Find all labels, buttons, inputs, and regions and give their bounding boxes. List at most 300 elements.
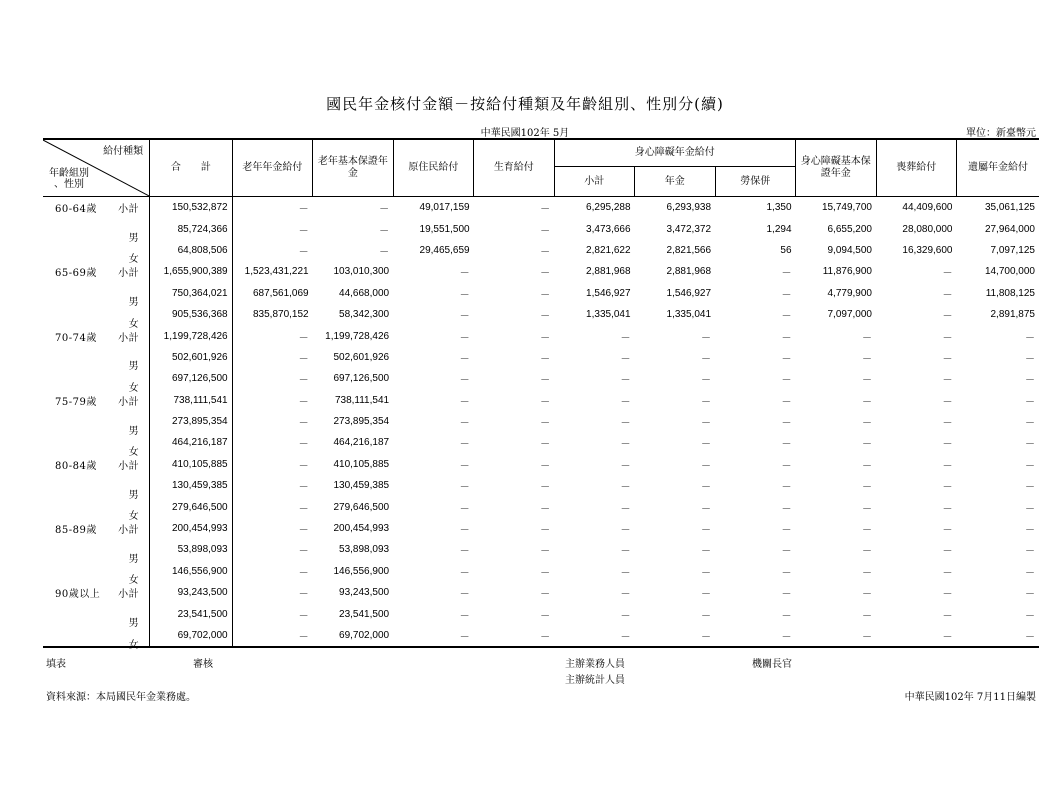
table-cell: 35,061,125 bbox=[984, 202, 1035, 214]
table-cell: － bbox=[701, 610, 712, 622]
table-cell: 9,094,500 bbox=[827, 244, 872, 256]
table-cell: － bbox=[620, 482, 631, 494]
table-cell: － bbox=[781, 632, 792, 643]
table-cell: － bbox=[1025, 589, 1035, 601]
age-group-label: 70-74歲 bbox=[55, 332, 97, 344]
row-label bbox=[43, 496, 150, 523]
table-cell: 905,536,368 bbox=[150, 304, 232, 325]
table-cell: － bbox=[459, 567, 470, 579]
table-cell: 279,646,500 bbox=[333, 501, 390, 513]
table-cell: － bbox=[1025, 503, 1035, 515]
table-cell: － bbox=[1025, 525, 1035, 537]
table-cell: 2,821,622 bbox=[586, 244, 631, 256]
footer-tabulator: 填表 bbox=[46, 659, 66, 670]
table-cell: － bbox=[701, 418, 712, 430]
table-cell: － bbox=[298, 589, 309, 601]
sex-label: 男 bbox=[128, 553, 140, 565]
table-cell: － bbox=[942, 353, 953, 365]
table-cell: 410,105,885 bbox=[150, 454, 232, 475]
row-label bbox=[43, 368, 150, 394]
table-row bbox=[43, 368, 1039, 389]
table-cell: 11,808,125 bbox=[985, 287, 1035, 299]
table-cell: － bbox=[862, 460, 872, 472]
col-header-funeral: 喪葬給付 bbox=[876, 139, 956, 197]
table-cell: 53,898,093 bbox=[150, 539, 232, 560]
table-cell: － bbox=[701, 439, 712, 451]
table-cell: － bbox=[459, 525, 470, 537]
table-cell: － bbox=[620, 589, 631, 601]
row-label bbox=[43, 411, 150, 437]
table-cell: 1,655,900,389 bbox=[150, 261, 232, 282]
age-group-label: 80-84歲 bbox=[55, 460, 97, 472]
col-header-disability-pension: 年金 bbox=[635, 167, 715, 197]
table-cell: － bbox=[540, 375, 551, 387]
table-cell: － bbox=[862, 418, 872, 430]
table-cell: － bbox=[298, 353, 309, 365]
table-cell: 2,891,875 bbox=[990, 309, 1035, 321]
table-cell: 1,350 bbox=[766, 202, 792, 214]
table-cell: － bbox=[1025, 396, 1035, 408]
row-label bbox=[43, 475, 150, 501]
table-cell: 2,881,968 bbox=[666, 266, 712, 278]
table-cell: － bbox=[620, 375, 631, 387]
table-cell: － bbox=[620, 332, 631, 344]
table-cell: － bbox=[781, 589, 792, 601]
table-cell: － bbox=[781, 353, 792, 365]
row-label bbox=[43, 454, 150, 475]
table-cell: － bbox=[701, 396, 712, 408]
header-corner bbox=[43, 139, 150, 197]
table-cell: － bbox=[459, 632, 470, 643]
table-cell: 29,465,659 bbox=[419, 244, 470, 256]
table-row bbox=[43, 218, 1039, 239]
table-cell: － bbox=[379, 225, 390, 237]
table-cell: － bbox=[620, 610, 631, 622]
sex-label: 小計 bbox=[118, 460, 140, 472]
currency-unit: 單位：新臺幣元 bbox=[966, 128, 1036, 139]
age-group-label: 60-64歲 bbox=[55, 204, 97, 216]
sex-label: 女 bbox=[128, 575, 140, 587]
sex-label: 男 bbox=[128, 618, 140, 630]
table-cell: － bbox=[459, 418, 470, 430]
sex-label: 小計 bbox=[118, 525, 140, 537]
col-header-disability-group: 身心障礙年金給付 bbox=[554, 139, 795, 167]
table-cell: － bbox=[701, 460, 712, 472]
table-cell: － bbox=[459, 332, 470, 344]
table-cell: － bbox=[1025, 332, 1035, 344]
footer-reviewer: 審核 bbox=[193, 659, 213, 670]
table-cell: － bbox=[862, 396, 872, 408]
table-cell: － bbox=[459, 460, 470, 472]
table-cell: － bbox=[540, 225, 551, 237]
table-cell: 93,243,500 bbox=[150, 582, 232, 603]
row-label bbox=[43, 603, 150, 630]
row-label bbox=[43, 539, 150, 565]
table-cell: 6,293,938 bbox=[666, 202, 712, 214]
table-cell: － bbox=[781, 439, 792, 451]
table-cell: 2,821,566 bbox=[666, 244, 712, 256]
table-cell: － bbox=[1025, 632, 1035, 643]
table-cell: － bbox=[862, 353, 872, 365]
table-cell: － bbox=[942, 268, 953, 280]
table-cell: － bbox=[701, 503, 712, 515]
table-cell: － bbox=[942, 375, 953, 387]
col-header-aboriginal: 原住民給付 bbox=[393, 139, 473, 197]
table-cell: 15,749,700 bbox=[821, 202, 872, 214]
table-cell: － bbox=[781, 375, 792, 387]
table-cell: － bbox=[942, 332, 953, 344]
table-cell: 3,472,372 bbox=[666, 223, 712, 235]
table-cell: 44,668,000 bbox=[339, 287, 390, 299]
table-cell: － bbox=[540, 482, 551, 494]
report-period: 中華民國102年 5月 bbox=[480, 128, 570, 139]
table-cell: － bbox=[942, 589, 953, 601]
table-cell: 1,546,927 bbox=[666, 287, 712, 299]
table-row bbox=[43, 347, 1039, 368]
table-cell: 464,216,187 bbox=[150, 432, 232, 453]
table-cell: － bbox=[701, 525, 712, 537]
table-cell: 6,295,288 bbox=[586, 202, 631, 214]
footer-business-officer: 主辦業務人員 bbox=[565, 659, 625, 670]
table-cell: － bbox=[862, 589, 872, 601]
table-cell: 687,561,069 bbox=[252, 287, 309, 299]
corner-label-age-sex bbox=[49, 168, 89, 190]
table-row bbox=[43, 518, 1039, 539]
table-cell: － bbox=[459, 396, 470, 408]
table-cell: － bbox=[942, 396, 953, 408]
table-cell: － bbox=[620, 353, 631, 365]
table-cell: － bbox=[540, 418, 551, 430]
table-cell: 464,216,187 bbox=[333, 437, 390, 449]
table-cell: － bbox=[459, 375, 470, 387]
col-header-disability-basic: 身心障礙基本保證年金 bbox=[796, 139, 876, 197]
table-cell: 835,870,152 bbox=[252, 309, 309, 321]
table-row bbox=[43, 304, 1039, 325]
table-cell: － bbox=[781, 610, 792, 622]
table-cell: 27,964,000 bbox=[984, 223, 1035, 235]
table-cell: 273,895,354 bbox=[333, 416, 390, 428]
col-header-total: 合 計 bbox=[150, 139, 232, 197]
table-cell: － bbox=[942, 525, 953, 537]
table-cell: 28,080,000 bbox=[902, 223, 953, 235]
table-cell: 23,541,500 bbox=[150, 603, 232, 624]
table-cell: － bbox=[540, 396, 551, 408]
table-cell: 738,111,541 bbox=[150, 390, 232, 411]
corner-label-age: 年齡組別 bbox=[49, 168, 89, 179]
sex-label: 女 bbox=[128, 446, 140, 458]
table-cell: 738,111,541 bbox=[334, 394, 390, 406]
col-header-disability-subtotal: 小計 bbox=[554, 167, 634, 197]
table-row bbox=[43, 411, 1039, 432]
table-cell: － bbox=[540, 525, 551, 537]
table-cell: － bbox=[781, 482, 792, 494]
table-cell: － bbox=[298, 332, 309, 344]
table-cell: 146,556,900 bbox=[150, 561, 232, 582]
table-row bbox=[43, 197, 1039, 219]
table-cell: － bbox=[298, 525, 309, 537]
table-cell: － bbox=[1025, 482, 1035, 494]
table-row bbox=[43, 603, 1039, 624]
table-cell: － bbox=[701, 632, 712, 643]
table-cell: － bbox=[298, 610, 309, 622]
table-cell: － bbox=[459, 353, 470, 365]
table-cell: － bbox=[298, 418, 309, 430]
table-cell: － bbox=[459, 589, 470, 601]
sex-label: 女 bbox=[128, 254, 140, 266]
row-label bbox=[43, 432, 150, 458]
row-label bbox=[43, 261, 150, 282]
table-cell: － bbox=[942, 311, 953, 323]
table-cell: 697,126,500 bbox=[333, 373, 390, 385]
table-cell: 502,601,926 bbox=[150, 347, 232, 368]
table-cell: － bbox=[942, 482, 953, 494]
table-cell: － bbox=[298, 546, 309, 558]
table-cell: 1,199,728,426 bbox=[325, 330, 390, 342]
table-cell: － bbox=[862, 567, 872, 579]
footer-compiled-date: 中華民國102年 7月11日編製 bbox=[904, 692, 1036, 703]
table-row bbox=[43, 496, 1039, 517]
table-cell: － bbox=[781, 268, 792, 280]
table-cell: － bbox=[862, 375, 872, 387]
table-row bbox=[43, 325, 1039, 346]
table-cell: － bbox=[298, 225, 309, 237]
table-cell: 1,199,728,426 bbox=[150, 325, 232, 346]
table-cell: － bbox=[540, 589, 551, 601]
table-cell: 44,409,600 bbox=[902, 202, 953, 214]
table-cell: － bbox=[862, 525, 872, 537]
table-cell: － bbox=[942, 503, 953, 515]
table-cell: 6,655,200 bbox=[827, 223, 872, 235]
table-cell: 4,779,900 bbox=[827, 287, 872, 299]
table-cell: － bbox=[459, 439, 470, 451]
table-cell: 19,551,500 bbox=[419, 223, 470, 235]
age-group-label: 65-69歲 bbox=[55, 268, 97, 280]
table-cell: － bbox=[459, 482, 470, 494]
table-cell: 750,364,021 bbox=[150, 283, 232, 304]
sex-label: 女 bbox=[128, 318, 140, 330]
table-cell: 7,097,000 bbox=[827, 309, 872, 321]
table-cell: 1,335,041 bbox=[586, 309, 631, 321]
table-cell: 69,702,000 bbox=[150, 625, 232, 647]
table-cell: － bbox=[862, 610, 872, 622]
table-cell: － bbox=[781, 332, 792, 344]
table-cell: － bbox=[942, 610, 953, 622]
table-cell: － bbox=[781, 567, 792, 579]
footer-source: 資料來源：本局國民年金業務處。 bbox=[46, 692, 196, 703]
row-label bbox=[43, 283, 150, 309]
row-label bbox=[43, 561, 150, 587]
table-cell: － bbox=[540, 632, 551, 643]
table-cell: 64,808,506 bbox=[150, 240, 232, 261]
table-cell: － bbox=[781, 311, 792, 323]
table-cell: － bbox=[781, 460, 792, 472]
row-label bbox=[43, 582, 150, 603]
table-cell: 69,702,000 bbox=[339, 630, 390, 641]
col-header-disability-labor: 勞保併 bbox=[715, 167, 795, 197]
table-cell: － bbox=[540, 503, 551, 515]
table-row bbox=[43, 625, 1039, 647]
table-cell: － bbox=[298, 503, 309, 515]
table-cell: － bbox=[298, 460, 309, 472]
table-cell: 410,105,885 bbox=[333, 458, 390, 470]
sex-label: 男 bbox=[128, 297, 140, 309]
col-header-old-age-basic: 老年基本保證年金 bbox=[313, 139, 393, 197]
report-title: 國民年金核付金額－按給付種類及年齡組別、性別分(續) bbox=[326, 95, 724, 113]
table-cell: － bbox=[1025, 439, 1035, 451]
table-cell: 130,459,385 bbox=[150, 475, 232, 496]
table-cell: － bbox=[620, 418, 631, 430]
table-cell: 130,459,385 bbox=[333, 480, 390, 492]
age-group-label: 75-79歲 bbox=[55, 396, 97, 408]
table-cell: － bbox=[1025, 567, 1035, 579]
table-cell: － bbox=[701, 332, 712, 344]
table-cell: 58,342,300 bbox=[339, 309, 390, 321]
table-cell: 502,601,926 bbox=[333, 351, 390, 363]
sex-label: 男 bbox=[128, 361, 140, 373]
table-cell: － bbox=[701, 567, 712, 579]
table-cell: 56 bbox=[780, 244, 792, 256]
footer-agency-head: 機關長官 bbox=[752, 659, 792, 670]
table-cell: － bbox=[862, 332, 872, 344]
table-cell: － bbox=[620, 546, 631, 558]
sex-label: 小計 bbox=[118, 396, 140, 408]
table-cell: 7,097,125 bbox=[990, 244, 1035, 256]
table-cell: － bbox=[540, 439, 551, 451]
table-cell: － bbox=[620, 396, 631, 408]
table-cell: 273,895,354 bbox=[150, 411, 232, 432]
table-row bbox=[43, 561, 1039, 582]
sex-label: 女 bbox=[128, 639, 140, 651]
table-cell: － bbox=[701, 546, 712, 558]
table-cell: － bbox=[298, 375, 309, 387]
table-cell: － bbox=[862, 632, 872, 643]
table-cell: － bbox=[620, 503, 631, 515]
table-cell: － bbox=[459, 546, 470, 558]
sex-label: 男 bbox=[128, 489, 140, 501]
table-cell: － bbox=[540, 268, 551, 280]
table-cell: － bbox=[781, 546, 792, 558]
row-label bbox=[43, 390, 150, 411]
sex-label: 女 bbox=[128, 382, 140, 394]
table-cell: 146,556,900 bbox=[333, 565, 390, 577]
table-cell: － bbox=[942, 439, 953, 451]
table-row bbox=[43, 283, 1039, 304]
table-cell: － bbox=[781, 396, 792, 408]
sex-label: 小計 bbox=[118, 268, 140, 280]
table-cell: － bbox=[459, 268, 470, 280]
table-cell: － bbox=[298, 482, 309, 494]
table-body bbox=[43, 197, 1039, 651]
table-cell: － bbox=[298, 567, 309, 579]
table-cell: － bbox=[620, 632, 631, 643]
table-row bbox=[43, 539, 1039, 560]
table-cell: 2,881,968 bbox=[586, 266, 631, 278]
row-label bbox=[43, 197, 150, 219]
table-cell: － bbox=[298, 439, 309, 451]
sex-label: 小計 bbox=[118, 204, 140, 216]
table-cell: － bbox=[781, 525, 792, 537]
col-header-maternity: 生育給付 bbox=[474, 139, 554, 197]
table-cell: 23,541,500 bbox=[339, 608, 390, 620]
row-label bbox=[43, 218, 150, 245]
table-cell: － bbox=[781, 418, 792, 430]
sex-label: 小計 bbox=[118, 332, 140, 344]
table-cell: － bbox=[862, 503, 872, 515]
row-label bbox=[43, 625, 150, 651]
table-cell: 200,454,993 bbox=[333, 523, 390, 535]
table-cell: － bbox=[459, 503, 470, 515]
table-cell: － bbox=[620, 460, 631, 472]
table-cell: － bbox=[1025, 375, 1035, 387]
table-cell: 93,243,500 bbox=[339, 587, 390, 599]
table-row bbox=[43, 582, 1039, 603]
table-cell: － bbox=[942, 546, 953, 558]
table-cell: 11,876,900 bbox=[822, 266, 872, 278]
table-cell: － bbox=[298, 632, 309, 643]
footer-statistics-officer: 主辦統計人員 bbox=[565, 675, 625, 686]
row-label bbox=[43, 240, 150, 266]
table-cell: － bbox=[620, 525, 631, 537]
row-label bbox=[43, 347, 150, 373]
table-cell: 1,294 bbox=[766, 223, 792, 235]
table-cell: 1,523,431,221 bbox=[244, 266, 309, 278]
table-cell: － bbox=[379, 204, 390, 216]
table-row bbox=[43, 390, 1039, 411]
table-cell: 200,454,993 bbox=[150, 518, 232, 539]
row-label bbox=[43, 304, 150, 330]
table-cell: － bbox=[298, 204, 309, 216]
table-cell: － bbox=[540, 567, 551, 579]
table-cell: － bbox=[540, 246, 551, 258]
table-cell: － bbox=[459, 311, 470, 323]
table-cell: － bbox=[540, 610, 551, 622]
table-cell: － bbox=[701, 589, 712, 601]
table-row bbox=[43, 240, 1039, 261]
table-cell: － bbox=[1025, 418, 1035, 430]
table-row bbox=[43, 454, 1039, 475]
table-cell: － bbox=[540, 460, 551, 472]
table-cell: － bbox=[298, 246, 309, 258]
table-cell: 85,724,366 bbox=[150, 218, 232, 239]
pension-payment-table bbox=[43, 138, 1039, 651]
table-cell: 3,473,666 bbox=[586, 223, 631, 235]
table-cell: － bbox=[862, 482, 872, 494]
table-cell: － bbox=[701, 375, 712, 387]
table-cell: － bbox=[942, 289, 953, 301]
table-cell: 1,546,927 bbox=[586, 287, 631, 299]
table-cell: － bbox=[942, 632, 953, 643]
table-row bbox=[43, 432, 1039, 453]
table-cell: － bbox=[942, 567, 953, 579]
table-cell: － bbox=[781, 289, 792, 301]
col-header-survivor: 遺屬年金給付 bbox=[956, 139, 1039, 197]
table-cell: 14,700,000 bbox=[984, 266, 1035, 278]
corner-label-benefit-type: 給付種類 bbox=[103, 146, 144, 157]
corner-label-sex: 、性別 bbox=[54, 179, 84, 190]
table-cell: － bbox=[620, 439, 631, 451]
sex-label: 男 bbox=[128, 425, 140, 437]
table-cell: － bbox=[701, 482, 712, 494]
table-row bbox=[43, 261, 1039, 282]
table-cell: 279,646,500 bbox=[150, 496, 232, 517]
table-cell: － bbox=[1025, 460, 1035, 472]
table-cell: － bbox=[459, 289, 470, 301]
table-cell: － bbox=[298, 396, 309, 408]
table-cell: 150,532,872 bbox=[150, 197, 232, 219]
col-header-old-age-pension: 老年年金給付 bbox=[232, 139, 312, 197]
table-cell: － bbox=[540, 353, 551, 365]
table-cell: 16,329,600 bbox=[902, 244, 953, 256]
